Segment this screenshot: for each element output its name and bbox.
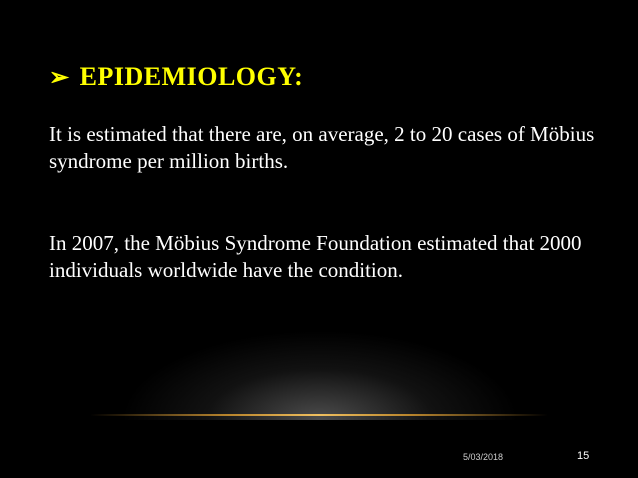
page-number: 15 [577,450,590,462]
decorative-gold-line [90,414,548,416]
heading-text: EPIDEMIOLOGY: [79,62,304,91]
footer-date: 5/03/2018 [463,452,504,462]
body-paragraph: In 2007, the Möbius Syndrome Foundation estimated that 2000 individuals worldwide have the condition. [49,231,582,282]
arrow-bullet-icon: ➢ [49,64,70,91]
body-paragraph: It is estimated that there are, on average, 2 to 20 cases of Möbius syndrome per million births. [49,122,595,173]
slide-heading [49,62,303,92]
background-glow [120,330,520,420]
